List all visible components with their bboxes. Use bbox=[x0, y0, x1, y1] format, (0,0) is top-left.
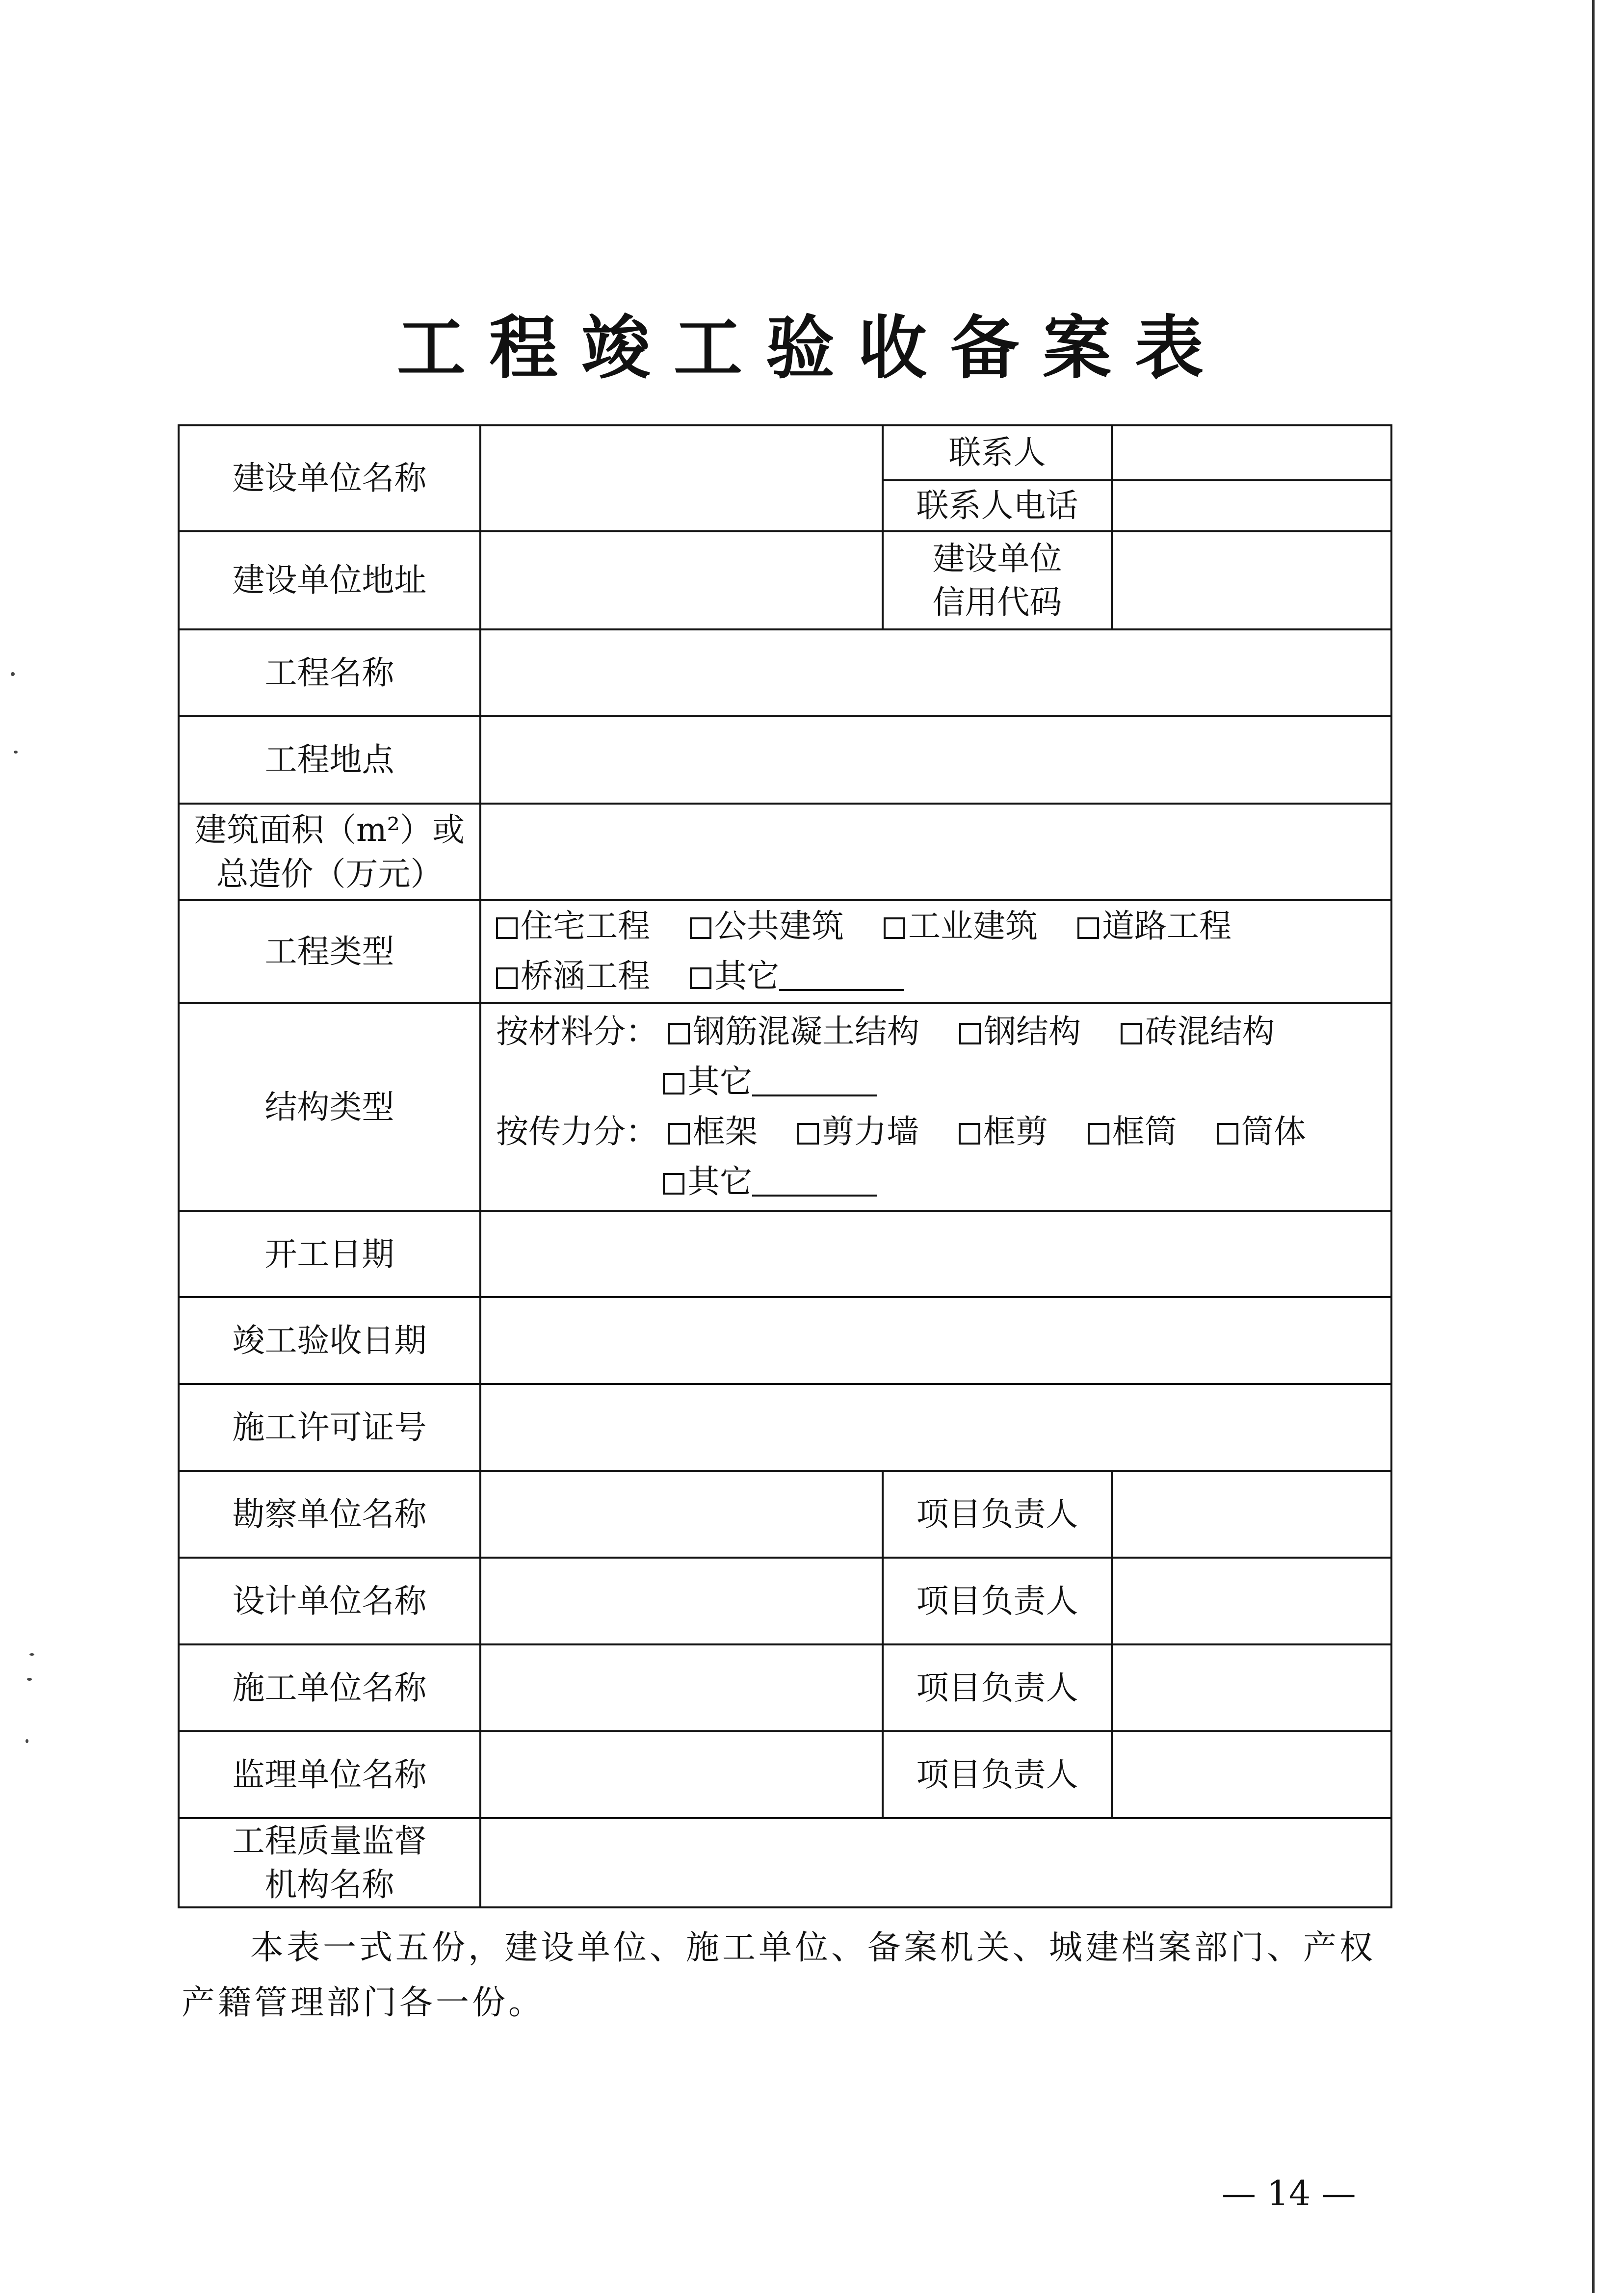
checkbox-icon bbox=[668, 1023, 690, 1044]
design-unit-label: 设计单位名称 bbox=[179, 1558, 480, 1644]
credit-code-label: 建设单位信用代码 bbox=[883, 531, 1112, 629]
completion-date-field[interactable] bbox=[480, 1297, 1391, 1384]
supervision-unit-field[interactable] bbox=[480, 1731, 883, 1818]
supervision-unit-label: 监理单位名称 bbox=[179, 1731, 480, 1818]
unit-name-label: 建设单位名称 bbox=[179, 425, 480, 531]
completion-date-label: 竣工验收日期 bbox=[179, 1297, 480, 1384]
scan-speck bbox=[14, 751, 18, 754]
quality-agency-field[interactable] bbox=[480, 1818, 1391, 1907]
scan-speck bbox=[29, 1653, 34, 1656]
force-option[interactable]: 框架 bbox=[668, 1113, 758, 1150]
checkbox-icon bbox=[663, 1073, 684, 1094]
project-type-option[interactable]: 其它 bbox=[690, 957, 904, 995]
survey-unit-field[interactable] bbox=[480, 1471, 883, 1558]
project-type-option[interactable]: 道路工程 bbox=[1077, 907, 1231, 945]
project-location-label: 工程地点 bbox=[179, 716, 480, 804]
other-blank[interactable] bbox=[752, 1065, 877, 1096]
project-type-option[interactable]: 工业建筑 bbox=[884, 907, 1038, 945]
checkbox-icon bbox=[496, 967, 518, 989]
force-option[interactable]: 其它 bbox=[663, 1163, 877, 1200]
by-force-label: 按传力分： bbox=[496, 1113, 658, 1151]
design-lead-label: 项目负责人 bbox=[883, 1558, 1112, 1644]
design-lead-field[interactable] bbox=[1112, 1558, 1391, 1644]
area-cost-field[interactable] bbox=[480, 804, 1391, 900]
scan-speck bbox=[26, 1739, 28, 1743]
credit-code-field[interactable] bbox=[1112, 531, 1391, 629]
survey-unit-label: 勘察单位名称 bbox=[179, 1471, 480, 1558]
supervision-lead-label: 项目负责人 bbox=[883, 1731, 1112, 1818]
construction-lead-label: 项目负责人 bbox=[883, 1644, 1112, 1731]
checkbox-icon bbox=[1077, 917, 1099, 939]
checkbox-icon bbox=[690, 967, 711, 989]
force-option[interactable]: 剪力墙 bbox=[797, 1113, 919, 1150]
project-type-options bbox=[480, 900, 1391, 1003]
contact-field[interactable] bbox=[1112, 425, 1391, 480]
other-blank[interactable] bbox=[752, 1165, 877, 1197]
checkbox-icon bbox=[1088, 1123, 1109, 1145]
contact-label: 联系人 bbox=[883, 425, 1112, 480]
footnote: 本表一式五份，建设单位、施工单位、备案机关、城建档案部门、产权产籍管理部门各一份。 bbox=[182, 1928, 1376, 2023]
start-date-label: 开工日期 bbox=[179, 1211, 480, 1297]
checkbox-icon bbox=[797, 1123, 819, 1145]
project-location-field[interactable] bbox=[480, 716, 1391, 804]
unit-address-field[interactable] bbox=[480, 531, 883, 629]
project-type-option[interactable]: 住宅工程 bbox=[496, 907, 650, 945]
checkbox-icon bbox=[959, 1123, 980, 1145]
project-type-option[interactable]: 桥涵工程 bbox=[496, 957, 650, 995]
material-option[interactable]: 钢筋混凝土结构 bbox=[668, 1013, 919, 1050]
contact-phone-label: 联系人电话 bbox=[883, 480, 1112, 531]
scan-speck bbox=[11, 672, 15, 676]
structure-type-options bbox=[480, 1003, 1391, 1211]
construction-unit-label: 施工单位名称 bbox=[179, 1644, 480, 1731]
checkbox-icon bbox=[1121, 1023, 1142, 1044]
quality-agency-label: 工程质量监督机构名称 bbox=[179, 1818, 480, 1907]
filing-form-table bbox=[178, 424, 1392, 1908]
construction-lead-field[interactable] bbox=[1112, 1644, 1391, 1731]
survey-lead-label: 项目负责人 bbox=[883, 1471, 1112, 1558]
unit-address-label: 建设单位地址 bbox=[179, 531, 480, 629]
checkbox-icon bbox=[884, 917, 905, 939]
project-type-option[interactable]: 公共建筑 bbox=[690, 907, 844, 945]
permit-no-label: 施工许可证号 bbox=[179, 1384, 480, 1471]
scan-speck bbox=[27, 1678, 32, 1681]
by-material-label: 按材料分： bbox=[496, 1012, 658, 1050]
checkbox-icon bbox=[1217, 1123, 1238, 1145]
material-option[interactable]: 其它 bbox=[663, 1063, 877, 1100]
unit-name-field[interactable] bbox=[480, 425, 883, 531]
project-name-label: 工程名称 bbox=[179, 629, 480, 716]
checkbox-icon bbox=[663, 1173, 684, 1195]
design-unit-field[interactable] bbox=[480, 1558, 883, 1644]
material-option[interactable]: 钢结构 bbox=[959, 1013, 1081, 1050]
start-date-field[interactable] bbox=[480, 1211, 1391, 1297]
contact-phone-field[interactable] bbox=[1112, 480, 1391, 531]
checkbox-icon bbox=[690, 917, 711, 939]
force-option[interactable]: 框筒 bbox=[1088, 1113, 1177, 1150]
checkbox-icon bbox=[496, 917, 518, 939]
supervision-lead-field[interactable] bbox=[1112, 1731, 1391, 1818]
project-name-field[interactable] bbox=[480, 629, 1391, 716]
other-blank[interactable] bbox=[779, 960, 904, 991]
project-type-label: 工程类型 bbox=[179, 900, 480, 1003]
page-title: 工程竣工验收备案表 bbox=[396, 308, 1227, 389]
page-number: — 14 — bbox=[1222, 2173, 1356, 2214]
force-option[interactable]: 框剪 bbox=[959, 1113, 1048, 1150]
force-option[interactable]: 筒体 bbox=[1217, 1113, 1306, 1150]
checkbox-icon bbox=[668, 1123, 690, 1145]
permit-no-field[interactable] bbox=[480, 1384, 1391, 1471]
survey-lead-field[interactable] bbox=[1112, 1471, 1391, 1558]
construction-unit-field[interactable] bbox=[480, 1644, 883, 1731]
material-option[interactable]: 砖混结构 bbox=[1121, 1013, 1275, 1050]
checkbox-icon bbox=[959, 1023, 981, 1044]
structure-type-label: 结构类型 bbox=[179, 1003, 480, 1211]
area-cost-label: 建筑面积（m²）或总造价（万元） bbox=[179, 804, 480, 900]
